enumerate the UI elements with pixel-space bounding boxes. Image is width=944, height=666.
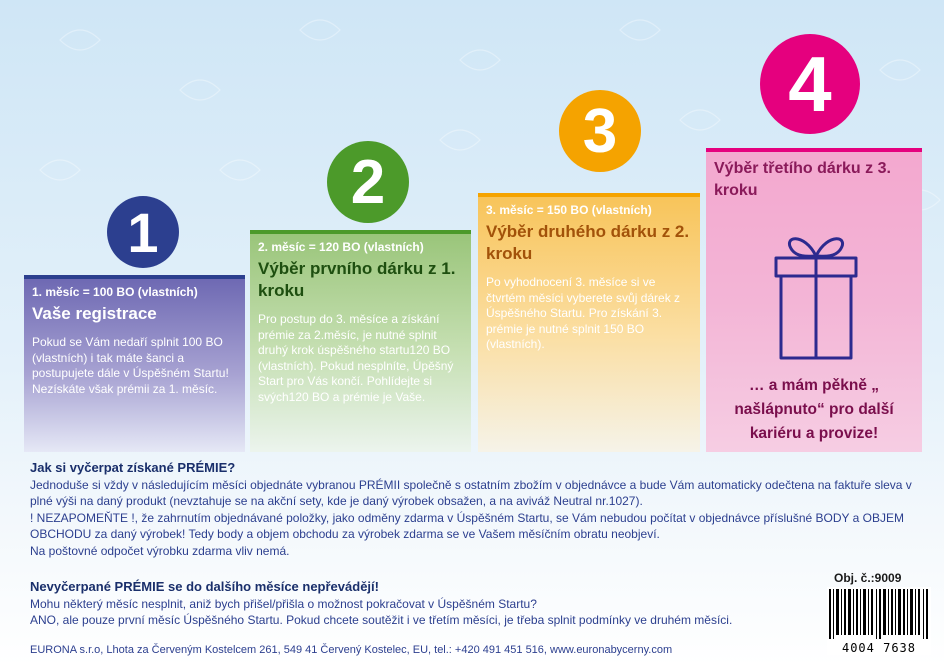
step-3-body: Po vyhodnocení 3. měsíce si ve čtvrtém měsíci vyberete svůj dárek z Úspěšného Startu. Pro získání 3. prémie je nutné splnit 150 BO (vlastních).: [486, 275, 681, 351]
step-1-panel: [24, 275, 245, 452]
unused-premie-heading: Nevyčerpané PRÉMIE se do dalšího měsíce nepřevádějí!: [30, 579, 379, 594]
barcode: [827, 587, 931, 655]
barcode-icon: [827, 587, 931, 639]
step-3-number-circle: [559, 90, 641, 172]
step-1-title: Vaše registrace: [32, 304, 157, 323]
unused-premie-section: [30, 579, 830, 629]
step-4-tagline: … a mám pěkně „ našlápnuto“ pro další kariéru a provize!: [734, 377, 894, 442]
barcode-number: 4004 7638: [827, 641, 931, 655]
gift-icon: [774, 230, 858, 360]
step-2-panel: [250, 230, 471, 452]
step-2-month: 2. měsíc = 120 BO (vlastních): [258, 240, 424, 254]
step-2-title: Výběr prvního dárku z 1. kroku: [258, 259, 456, 300]
step-1-number: 1: [127, 200, 159, 264]
step-1-month: 1. měsíc = 100 BO (vlastních): [32, 285, 198, 299]
step-3-month: 3. měsíc = 150 BO (vlastních): [486, 203, 652, 217]
premie-info-paragraph-2: ! NEZAPOMEŇTE !, že zahrnutím objednávané položky, jako odměny zdarma v Úspěšném Startu, se Vám nebudou počítat v objednávce příslušné BODY a OBJEM OBCHODU za daný výrobek! Tedy body a objem obchodu za výrobek zdarma se ve Vašem měsíčním obratu neobjeví.: [30, 510, 904, 542]
step-2-number: 2: [350, 147, 386, 217]
premie-info-section: [30, 460, 930, 560]
premie-info-heading: Jak si vyčerpat získané PRÉMIE?: [30, 460, 236, 475]
unused-premie-answer: ANO, ale pouze první měsíc Úspěšného Startu. Pokud chcete soutěžit i ve třetím měsíci, je třeba splnit podmínky ve druhém měsíci.: [30, 613, 733, 628]
step-1-body: Pokud se Vám nedaří splnit 100 BO (vlastních) i tak máte šanci a postupujete dále v Úspěšném Startu! Nezískáte však prémii za 1. měsíc.: [32, 335, 229, 396]
premie-info-paragraph-3: Na poštovné odpočet výrobku zdarma vliv nemá.: [30, 543, 290, 558]
step-3-title: Výběr druhého dárku z 2. kroku: [486, 222, 690, 263]
step-2-number-circle: [327, 141, 409, 223]
premie-info-paragraph-1: Jednoduše si vždy v následujícím měsíci objednáte vybranou PRÉMII společně s ostatním zbožím v objednávce a bude Vám automaticky odečtena na faktuře sleva v plné výši na daný produkt (nevztahuje se na akční sety, kde je daný výrobek obsažen, a na aviváž Neutral nr.1027).: [30, 477, 912, 509]
step-4-number-circle: [760, 34, 860, 134]
step-4-title: Výběr třetího dárku z 3. kroku: [714, 160, 891, 199]
step-4-panel: [706, 148, 922, 452]
step-4-number: 4: [788, 39, 832, 128]
company-footer: EURONA s.r.o, Lhota za Červeným Kostelcem 261, 549 41 Červený Kostelec, EU, tel.: +420 491 451 516, www.euronabycerny.com: [30, 644, 673, 656]
order-number: Obj. č.:9009: [834, 571, 902, 585]
step-2-body: Pro postup do 3. měsíce a získání prémie za 2.měsíc, je nutné splnit druhý krok úspěšného startu120 BO (vlastních). Pokud nesplníte, Úpěšný Start pro Vás končí. Pohlídejte si svých120 BO a prémie je Vaše.: [258, 312, 454, 404]
step-1-number-circle: [107, 196, 179, 268]
step-3-number: 3: [582, 96, 618, 166]
step-3-panel: [478, 193, 700, 452]
unused-premie-question: Mohu některý měsíc nesplnit, aniž bych přišel/přišla o možnost pokračovat v Úspěšném Startu?: [30, 596, 537, 611]
